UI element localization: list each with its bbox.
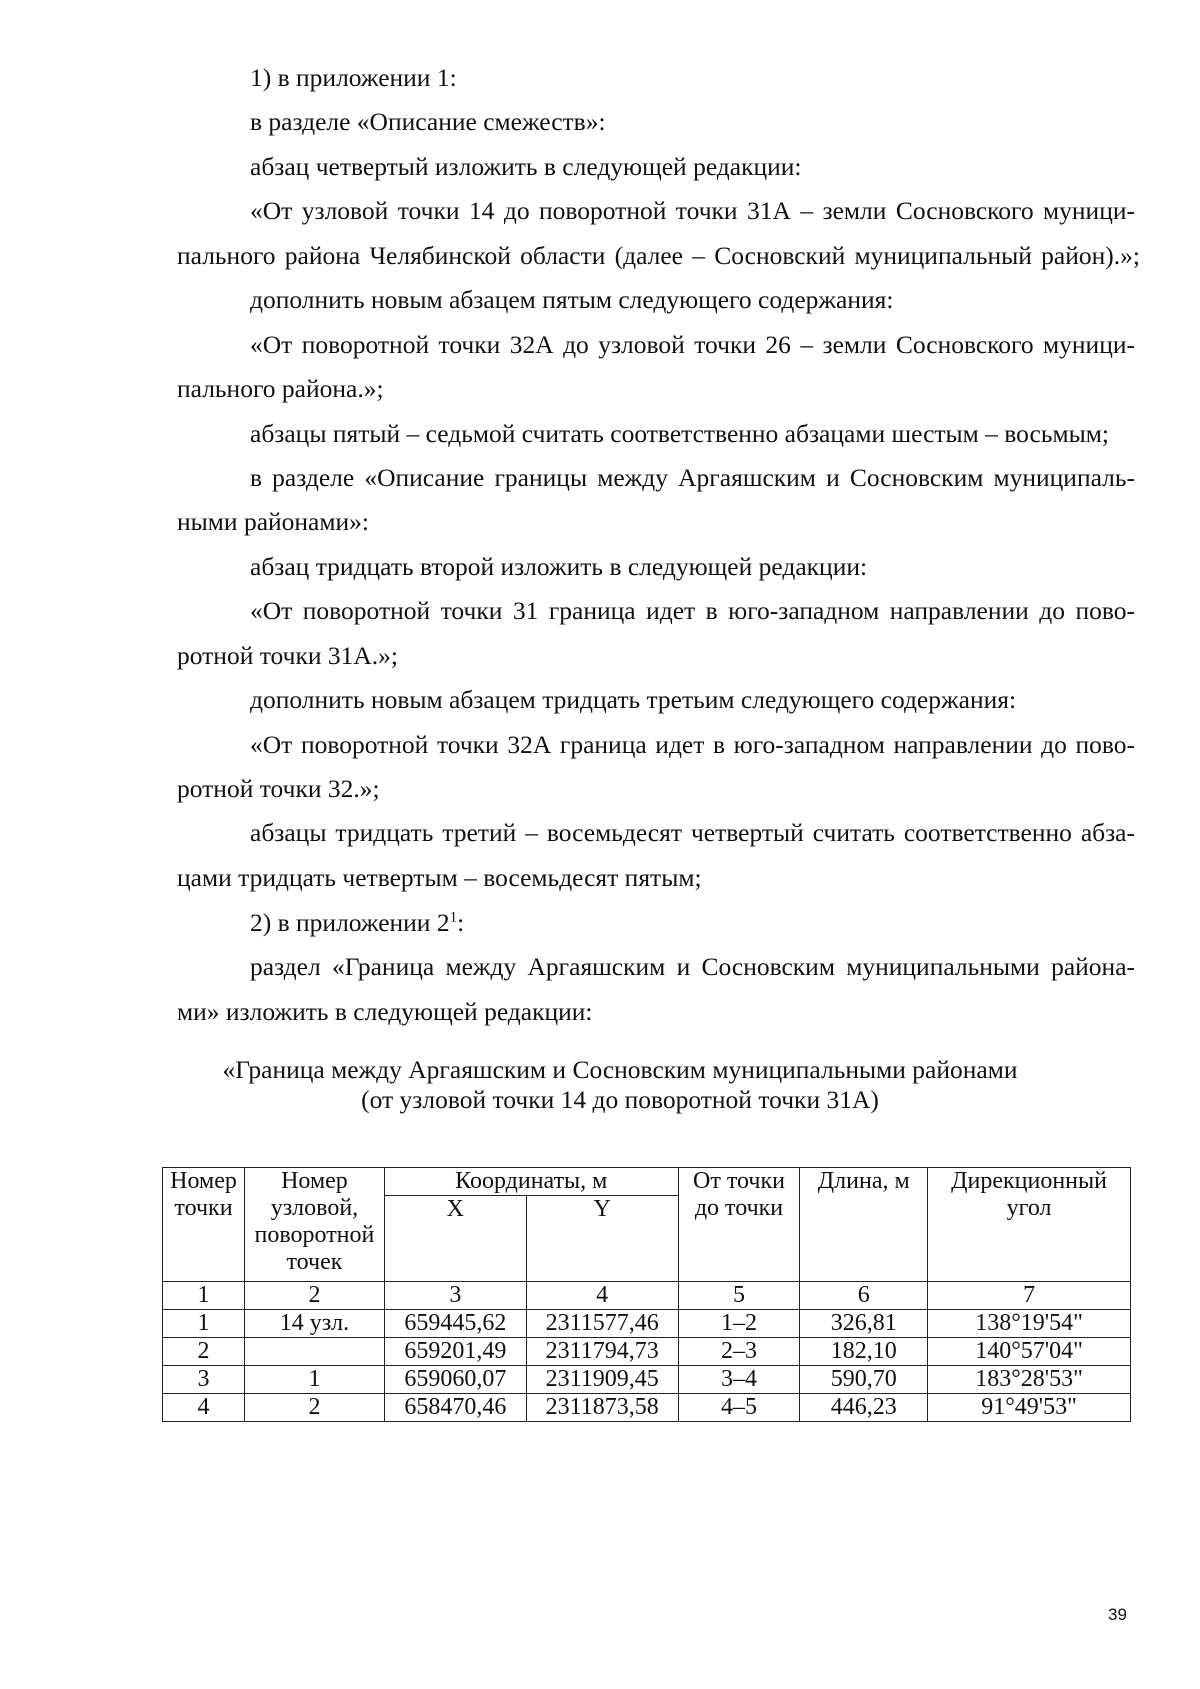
header-segment: От точки до точки [678, 1168, 800, 1282]
header-point-number: Номер точки [163, 1168, 245, 1282]
table-cell: 326,81 [800, 1310, 928, 1338]
table-row [163, 1366, 1131, 1394]
table-cell: 4 [526, 1282, 678, 1310]
table-cell: 2311909,45 [526, 1366, 678, 1394]
table-cell: 2311873,58 [526, 1394, 678, 1422]
header-x: X [384, 1196, 526, 1282]
paragraph-14-text: 2) в приложении 2 [250, 908, 450, 937]
paragraph-14 [250, 908, 464, 938]
table-cell: 659201,49 [384, 1338, 526, 1366]
table-row [163, 1310, 1131, 1338]
table-cell: 659445,62 [384, 1310, 526, 1338]
paragraph-15-line-1: раздел «Граница между Аргаяшским и Сосновским муниципальными района- [250, 952, 1135, 981]
table-cell: 2 [244, 1282, 384, 1310]
table-row [163, 1338, 1131, 1366]
table-cell: 5 [678, 1282, 800, 1310]
table-cell: 182,10 [800, 1338, 928, 1366]
table-cell: 2 [163, 1338, 245, 1366]
table-cell: 1 [244, 1366, 384, 1394]
header-y: Y [526, 1196, 678, 1282]
table-cell: 1 [163, 1282, 245, 1310]
superscript: 1 [449, 909, 458, 926]
paragraph-4-line-2: пального района Челябинской области (далее – Сосновский муниципальный район).»; [177, 241, 1140, 270]
table-cell: 3–4 [678, 1366, 800, 1394]
paragraph-6-line-1: «От поворотной точки 32А до узловой точки 26 – земли Сосновского муници- [250, 330, 1135, 359]
paragraph-11: дополнить новым абзацем тридцать третьим следующего содержания: [250, 685, 1017, 714]
paragraph-2: в разделе «Описание смежеств»: [250, 107, 606, 136]
paragraph-1: 1) в приложении 1: [250, 63, 457, 92]
paragraph-9: абзац тридцать второй изложить в следующей редакции: [250, 552, 868, 581]
table-numbering-row [163, 1282, 1131, 1310]
paragraph-10-line-1: «От поворотной точки 31 граница идет в юго-западном направлении до пово- [250, 596, 1135, 625]
table-cell: 446,23 [800, 1394, 928, 1422]
paragraph-12-line-1: «От поворотной точки 32А граница идет в юго-западном направлении до пово- [250, 730, 1135, 759]
table-cell: 4 [163, 1394, 245, 1422]
table-cell: 1 [163, 1310, 245, 1338]
table-cell: 6 [800, 1282, 928, 1310]
table-cell: 183°28'53" [928, 1366, 1131, 1394]
table-cell: 7 [928, 1282, 1131, 1310]
paragraph-13-line-1: абзацы тридцать третий – восемьдесят четвертый считать соответственно абза- [250, 818, 1135, 847]
header-direction-angle: Дирекционный угол [928, 1168, 1131, 1282]
table-cell: 2311577,46 [526, 1310, 678, 1338]
table-cell: 2 [244, 1394, 384, 1422]
table-cell: 91°49'53" [928, 1394, 1131, 1422]
paragraph-3: абзац четвертый изложить в следующей редакции: [250, 152, 802, 181]
header-length: Длина, м [800, 1168, 928, 1282]
table-cell: 3 [384, 1282, 526, 1310]
table-header-row [163, 1168, 1131, 1196]
paragraph-13-line-2: цами тридцать четвертым – восемьдесят пятым; [177, 863, 702, 892]
table-title-line-1: «Граница между Аргаяшским и Сосновским муниципальными районами [222, 1055, 1018, 1084]
table-cell: 4–5 [678, 1394, 800, 1422]
paragraph-7: абзацы пятый – седьмой считать соответственно абзацами шестым – восьмым; [250, 419, 1109, 448]
table-row [163, 1394, 1131, 1422]
table-cell: 590,70 [800, 1366, 928, 1394]
table-cell: 140°57'04" [928, 1338, 1131, 1366]
paragraph-12-line-2: ротной точки 32.»; [177, 774, 380, 803]
table-cell: 659060,07 [384, 1366, 526, 1394]
paragraph-4-line-1: «От узловой точки 14 до поворотной точки 31А – земли Сосновского муници- [250, 196, 1135, 225]
paragraph-14-tail: : [457, 908, 465, 937]
table-cell: 2–3 [678, 1338, 800, 1366]
table-cell: 658470,46 [384, 1394, 526, 1422]
table-cell: 1–2 [678, 1310, 800, 1338]
coordinates-table [162, 1167, 1131, 1422]
table-title-line-2: (от узловой точки 14 до поворотной точки 31А) [361, 1085, 879, 1114]
header-node-number: Номер узловой, поворотной точек [244, 1168, 384, 1282]
header-coordinates: Координаты, м [384, 1168, 678, 1196]
table-cell: 138°19'54" [928, 1310, 1131, 1338]
table-cell [244, 1338, 384, 1366]
paragraph-6-line-2: пального района.»; [177, 374, 384, 403]
paragraph-5: дополнить новым абзацем пятым следующего содержания: [250, 285, 894, 314]
paragraph-8-line-1: в разделе «Описание границы между Аргаяшским и Сосновским муниципаль- [250, 463, 1135, 492]
paragraph-10-line-2: ротной точки 31А.»; [177, 641, 398, 670]
paragraph-8-line-2: ными районами»: [177, 507, 369, 536]
paragraph-15-line-2: ми» изложить в следующей редакции: [177, 997, 593, 1026]
table-cell: 14 узл. [244, 1310, 384, 1338]
page-number: 39 [1108, 1605, 1127, 1624]
table-cell: 3 [163, 1366, 245, 1394]
table-cell: 2311794,73 [526, 1338, 678, 1366]
